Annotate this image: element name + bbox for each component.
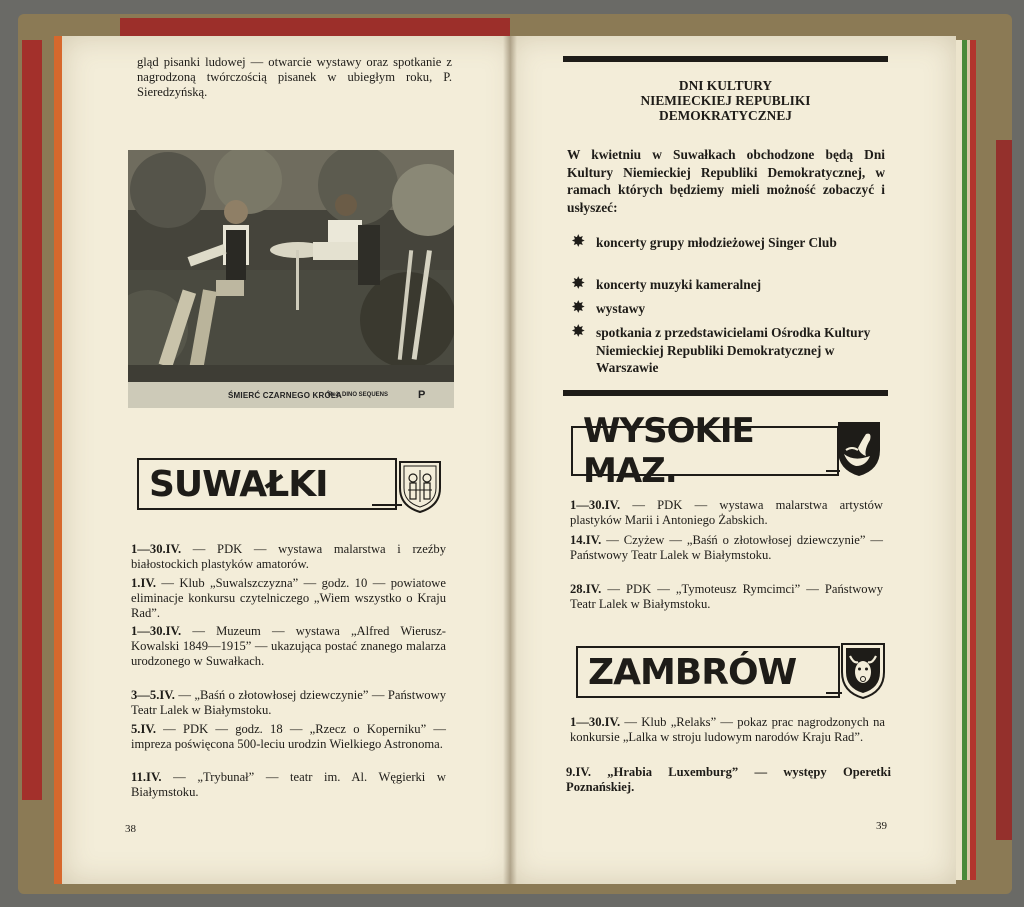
zambrow-event-1 [570,715,885,745]
suwalki-event-1 [131,542,446,572]
film-photo [128,150,454,408]
star-bullet-icon: ✸ [572,276,585,292]
event-date: 14.IV. [570,533,602,547]
dni-bullet-3 [572,300,888,318]
cover-right-edge [996,140,1012,840]
event-text: — PDK — wystawa malarstwa artystów plastyków Marii i Antoniego Żabskich. [570,498,883,527]
event-text: — PDK — „Tymoteusz Rymcimci” — Państwowy Teatr Lalek w Białymstoku. [570,582,883,611]
event-date: 1—30.IV. [570,715,621,729]
suwalki-event-3 [131,624,446,669]
cover-red-strip [120,18,510,38]
event-date: 1.IV. [131,576,156,590]
dni-bottom-rule [563,390,888,396]
event-date: 28.IV. [570,582,602,596]
event-date: 1—30.IV. [131,542,182,556]
event-text: — PDK — wystawa malarstwa i rzeźby białostockich plastyków amatorów. [131,542,446,571]
event-text: — „Baśń o złotowłosej dziewczynie” — Państwowy Teatr Lalek w Białymstoku. [131,688,446,717]
star-bullet-icon: ✸ [572,234,585,250]
left-page-number: 38 [125,823,136,835]
event-date: 1—30.IV. [131,624,182,638]
event-text: „Hrabia Luxemburg” — występy Operetki Poznańskiej. [566,765,891,794]
event-text: — „Trybunał” — teatr im. Al. Węgierki w Białymstoku. [131,770,446,799]
town-name-suwalki: SUWAŁKI [149,463,328,505]
suwalki-event-4 [131,688,446,718]
wysokie-event-1 [570,498,883,528]
event-date: 9.IV. [566,765,591,779]
right-page-number: 39 [876,820,887,832]
event-text: — PDK — godz. 18 — „Rzecz o Koperniku” — impreza poświęcona 500-leciu urodzin Wielkiego Astronoma. [131,722,446,751]
zambrow-event-2 [566,765,891,795]
event-date: 5.IV. [131,722,156,736]
star-bullet-icon: ✸ [572,324,585,340]
event-text: — Klub „Suwalszczyzna” — godz. 10 — powiatowe eliminacje konkursu czytelniczego „Wiem wszystko o Kraju Rad”. [131,576,446,620]
left-top-paragraph: gląd pisanki ludowej — otwarcie wystawy oraz spotkanie z nagrodzoną twórczością pisanek w ubiegłym roku, P. Sieredzyńską. [137,55,452,99]
suwalki-event-2 [131,576,446,621]
photo-caption [128,382,454,408]
dni-bullet-4 [572,324,888,377]
book-gutter [503,36,517,884]
event-text: — Czyżew — „Baśń o złotowłosej dziewczynie” — Państwowy Teatr Lalek w Białymstoku. [570,533,883,562]
suwalki-event-5 [131,722,446,752]
dni-title: DNI KULTURY NIEMIECKIEJ REPUBLIKI DEMOKRATYCZNEJ [640,78,811,123]
bullet-text: wystawy [596,301,646,316]
bullet-text: koncerty grupy młodzieżowej Singer Club [596,235,837,250]
event-text: — Klub „Relaks” — pokaz prac nagrodzonych na konkursie „Lalka w stroju ludowym narodów Kraju Rad”. [570,715,885,744]
town-heading-zambrow [576,646,840,698]
cover-left-edge [22,40,42,800]
dni-bullet-2 [572,276,888,294]
bull-crest-icon [840,642,886,705]
event-date: 1—30.IV. [570,498,621,512]
page-edges [956,40,976,880]
photo-caption-credit: Reż. DINO SEQUENS [328,392,389,398]
dni-bullet-1 [572,234,888,252]
town-heading-wysokie-maz [571,411,839,491]
star-bullet-icon: ✸ [572,300,585,316]
dni-top-rule [563,56,888,62]
event-date: 11.IV. [131,770,162,784]
swan-crest-icon [836,420,882,483]
town-name-zambrow: ZAMBRÓW [588,651,797,693]
suwalki-crest-icon [398,460,442,519]
photo-caption-logo: P [418,389,426,401]
wysokie-event-2 [570,533,883,563]
event-date: 3—5.IV. [131,688,175,702]
wysokie-event-3 [570,582,883,612]
event-text: — Muzeum — wystawa „Alfred Wierusz-Kowalski 1849—1915” — ukazująca postać znanego malarza urodzonego w Suwałkach. [131,624,446,668]
town-name-wysokie-maz: WYSOKIE MAZ. [583,411,754,491]
town-heading-suwalki [137,458,397,510]
suwalki-event-6 [131,770,446,800]
photo-caption-title: ŚMIERĆ CZARNEGO KRÓLA [228,391,342,400]
dni-intro: W kwietniu w Suwałkach obchodzone będą Dni Kultury Niemieckiej Republiki Demokratycznej, w ramach których będziemy mieli możność zobaczyć i usłyszeć: [567,147,885,215]
bullet-text: koncerty muzyki kameralnej [596,277,762,292]
bullet-text: spotkania z przedstawicielami Ośrodka Kultury Niemieckiej Republiki Demokratycznej w Warszawie [596,325,871,375]
